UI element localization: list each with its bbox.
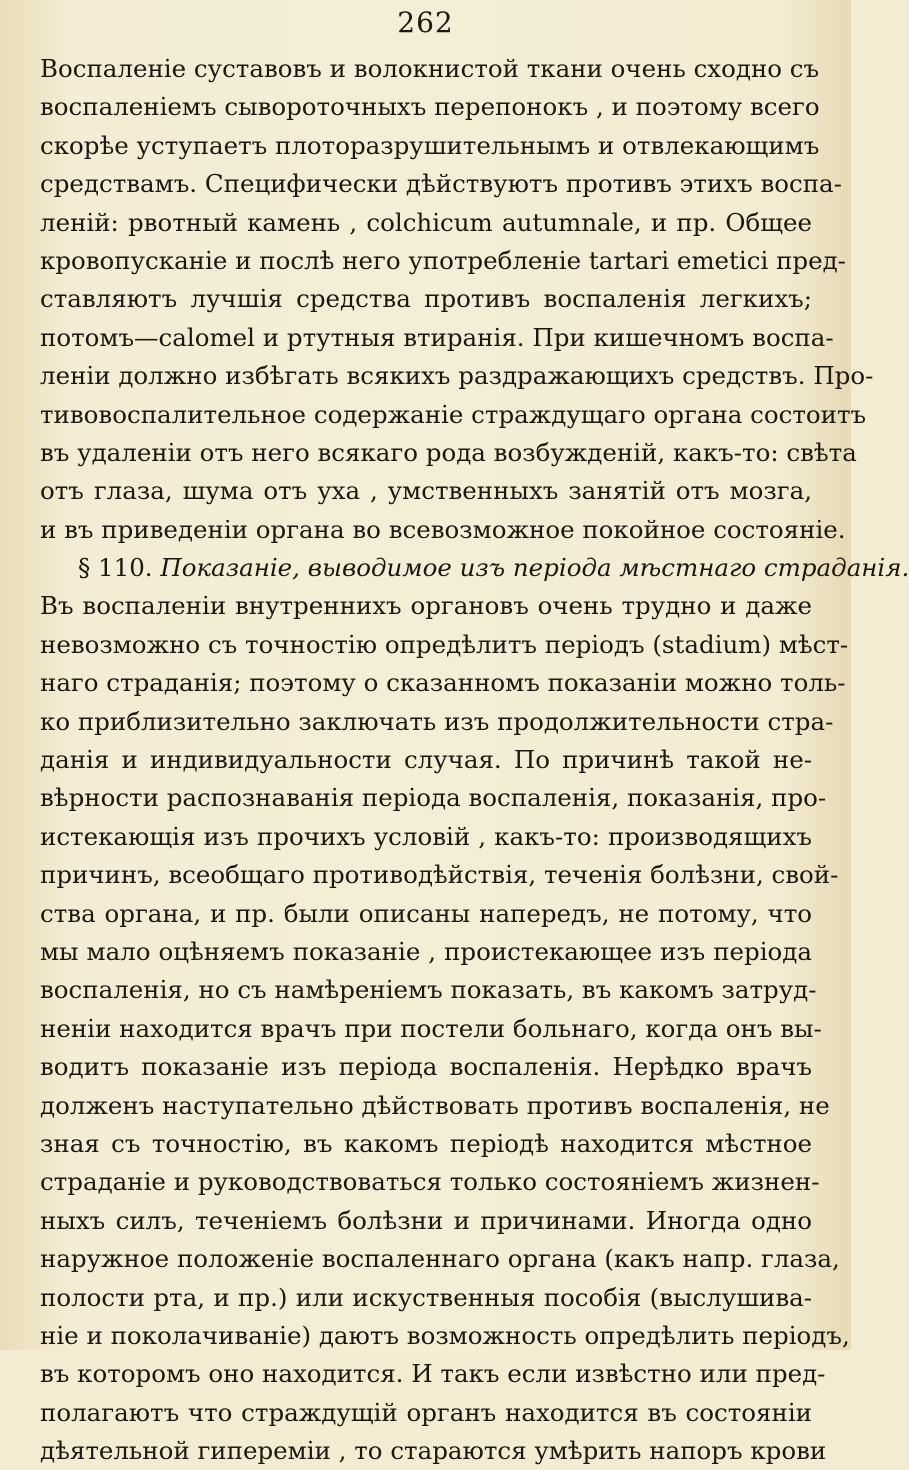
text-line: мы мало оцѣняемъ показаніе , проистекающее изъ періода — [40, 936, 812, 966]
text-line: ставляютъ лучшія средства противъ воспаленія легкихъ; — [40, 284, 812, 314]
text-line: причинъ, всеобщаго противодѣйствія, теченія болѣзни, свой- — [40, 860, 839, 890]
text-line: страданіе и руководствоваться только состояніемъ жизнен- — [40, 1167, 820, 1197]
text-line: данія и индивидуальности случая. По причинѣ такой не- — [40, 745, 812, 775]
text-line: невозможно съ точностію опредѣлитъ періодъ (stadium) мѣст- — [40, 629, 849, 659]
text-line: зная съ точностію, въ какомъ періодѣ находится мѣстное — [40, 1128, 812, 1158]
text-line: воспаленія, но съ намѣреніемъ показать, въ какомъ затруд- — [40, 975, 817, 1005]
text-line: неніи находится врачъ при постели больнаго, когда онъ вы- — [40, 1013, 822, 1043]
text-line: полагаютъ что страждущій органъ находится въ состояніи — [40, 1397, 812, 1427]
text-line: полости рта, и пр.) или искуственныя пособія (выслушива- — [40, 1282, 812, 1312]
text-line: и въ приведеніи органа во всевозможное покойное состояніе. — [40, 514, 846, 544]
text-line: леній: рвотный камень , colchicum autumnale, и пр. Общее — [40, 207, 812, 237]
section-heading — [40, 549, 909, 587]
text-line: кровопусканіе и послѣ него употребленіе tartari emetici пред- — [40, 245, 846, 275]
text-line: ства органа, и пр. были описаны напередъ, не потому, что — [40, 898, 812, 928]
text-line: наружное положеніе воспаленнаго органа (какъ напр. глаза, — [40, 1244, 840, 1274]
page-number: 262 — [397, 6, 454, 39]
text-line: тивовоспалительное содержаніе страждущаго органа состоитъ — [40, 399, 867, 429]
text-line: въ которомъ оно находится. И такъ если извѣстно или пред- — [40, 1359, 826, 1389]
text-line: Воспаленіе суставовъ и волокнистой ткани очень сходно съ — [40, 54, 820, 83]
text-line: въ удаленіи отъ него всякаго рода возбужденій, какъ-то: свѣта — [40, 437, 857, 467]
section-mark: § 110. — [78, 553, 153, 583]
text-line: водитъ показаніе изъ періода воспаленія. Нерѣдко врачъ — [40, 1052, 812, 1082]
text-line: леніи должно избѣгать всякихъ раздражающихъ средствъ. Про- — [40, 361, 874, 391]
section-title: Показаніе, выводимое изъ періода мѣстнаго страданія. — [160, 553, 909, 583]
text-line: вѣрности распознаванія періода воспаленія, показанія, про- — [40, 783, 827, 813]
text-line: воспаленіемъ сывороточныхъ перепонокъ , и поэтому всего — [40, 92, 820, 122]
text-line: долженъ наступательно дѣйствовать противъ воспаленія, не — [40, 1090, 830, 1120]
text-line: скорѣе уступаетъ плоторазрушительнымъ и отвлекающимъ — [40, 130, 820, 160]
text-line: средствамъ. Специфически дѣйствуютъ противъ этихъ воспа- — [40, 169, 842, 199]
text-line: потомъ—calomel и ртутныя втиранія. При кишечномъ воспа- — [40, 322, 834, 352]
text-line: дѣятельной гипереміи , то стараются умѣрить напоръ крови — [40, 1436, 827, 1466]
text-line: ныхъ силъ, теченіемъ болѣзни и причинами. Иногда одно — [40, 1205, 812, 1235]
body-text — [40, 50, 909, 1470]
text-line: ко приблизительно заключать изъ продолжительности стра- — [40, 706, 834, 736]
text-line: наго страданія; поэтому о сказанномъ показаніи можно толь- — [40, 668, 846, 698]
text-line: ніе и поколачиваніе) даютъ возможность опредѣлить періодъ, — [40, 1320, 850, 1350]
text-line: отъ глаза, шума отъ уха , умственныхъ занятій отъ мозга, — [40, 476, 812, 506]
text-line: Въ воспаленіи внутреннихъ органовъ очень трудно и даже — [40, 591, 812, 621]
text-line: истекающія изъ прочихъ условій , какъ-то: производящихъ — [40, 821, 812, 851]
